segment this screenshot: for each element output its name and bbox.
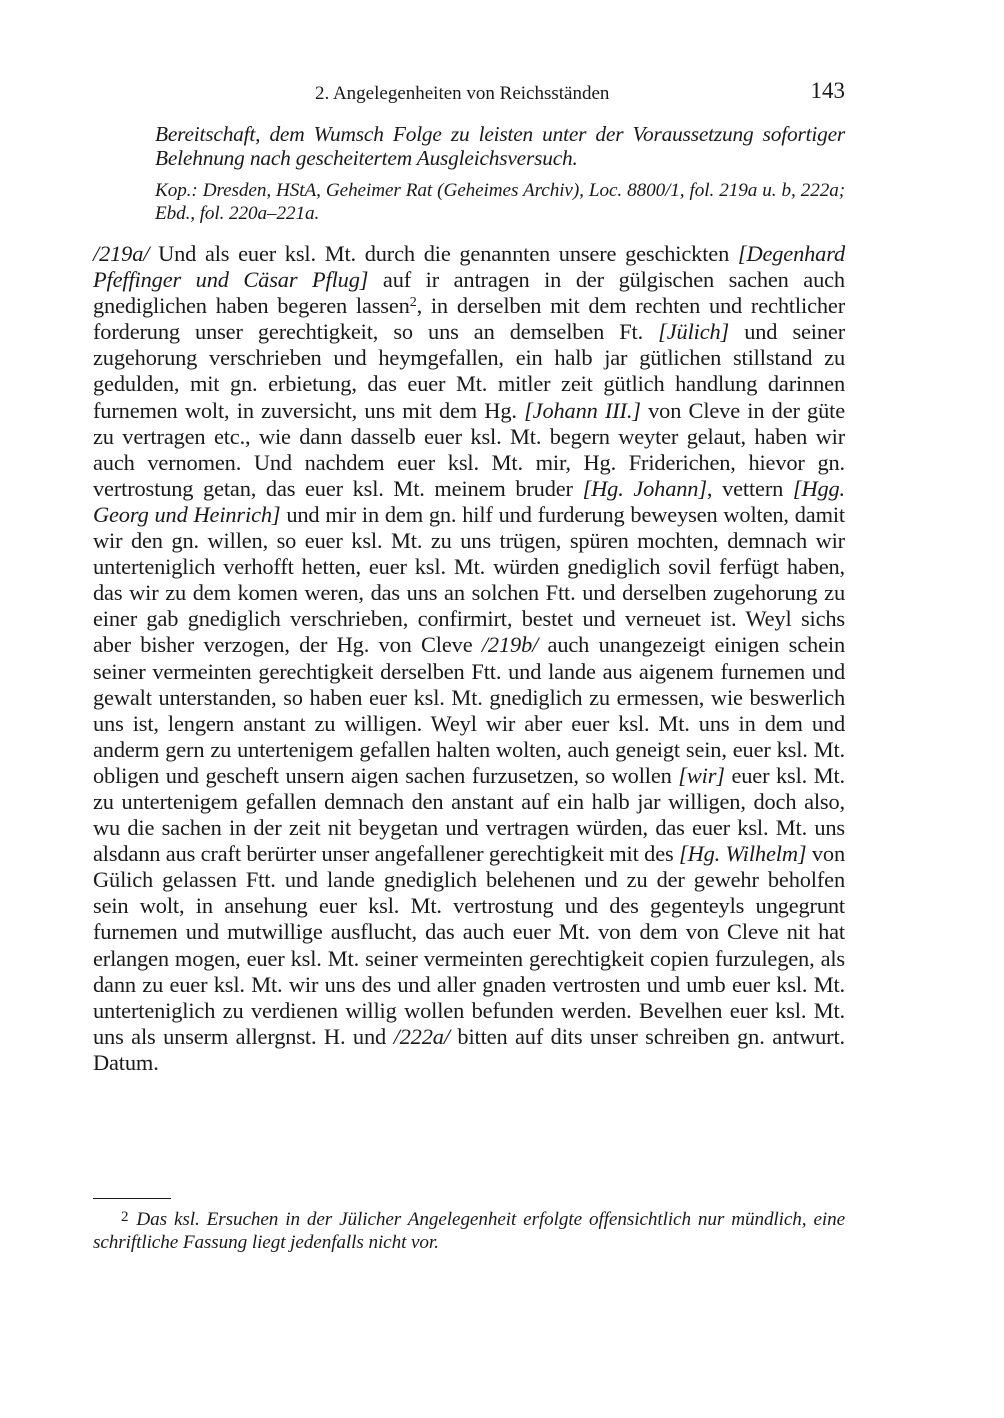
editorial-insertion: [Jülich] [658,319,730,345]
body-segment: auch unangezeigt einigen schein seiner vermeinten gerechtigkeit derselben Ftt. und lande aus aigenem furnemen und gewalt unterstanden, so haben euer ksl. Mt. gnediglich zu ermessen, wie beswerlich uns ist, lengern anstant zu willigen. Weyl wir aber euer ksl. Mt. uns in dem und anderm gern zu untertenigem gefallen halten wolten, auch geneigt sein, euer ksl. Mt. obligen und gescheft unsern aigen sachen furzusetzen, so wollen [93,632,845,788]
body-segment: von Cleve in der güte zu vertragen etc., wie dann dasselb euer ksl. Mt. begern weyter gelaut, haben wir auch vernomen. Und nachdem euer ksl. Mt. mir, Hg. Friderichen, hievor gn. vertrostung getan, das euer ksl. Mt. meinem bruder [93,397,845,501]
body-segment: Und als euer ksl. Mt. durch die genannten unsere geschickten [149,241,738,266]
running-head [93,78,845,108]
footnote-number: 2 [121,1209,129,1225]
footnote-reference: 2 [409,295,417,311]
body-segment: bitten auf dits unser schreiben gn. antwurt. Datum. [93,1023,845,1075]
page-number: 143 [810,78,845,103]
document-page [93,78,845,1076]
folio-marker: /219a/ [93,241,150,266]
document-summary: Bereitschaft, dem Wumsch Folge zu leisten unter der Voraussetzung sofortiger Belehnung nach gescheitertem Ausgleichsversuch. [155,122,845,170]
editorial-insertion: [Degenhard Pfeffinger und Cäsar Pflug] [93,241,845,293]
folio-marker: /219b/ [481,632,539,658]
body-text [93,241,845,1076]
body-segment: und seiner zugehorung verschrieben und heymgefallen, ein halb jar gütlichen stillstand zu gedulden, mit gn. erbietung, das euer Mt. mitler zeit gütlich handlung darinnen furnemen wolt, in zuversicht, uns mit dem Hg. [93,319,846,423]
body-segment: auf ir antragen in der gülgischen sachen auch gnediglichen haben begeren lassen [93,267,845,319]
footnote-text: Das ksl. Ersuchen in der Jülicher Angelegenheit erfolgte offensichtlich nur mündlich, eine schriftliche Fassung liegt jedenfalls nicht vor. [93,1209,845,1253]
editorial-insertion: [Hgg. Georg und Heinrich] [93,475,845,527]
body-segment: euer ksl. Mt. zu untertenigem gefallen demnach den anstant auf ein halb jar willigen, doch also, wu die sachen in der zeit nit beygetan und vertragen würden, das euer ksl. Mt. uns alsdann aus craft berürter unser angefallener gerechtigkeit mit des [93,762,845,867]
body-segment: , in derselben mit dem rechten und rechtlicher forderung unser gerechtigkeit, so uns an demselben Ft. [93,293,846,345]
body-segment: von Gülich gelassen Ftt. und lande gnediglich belehenen und zu der gewehr beholfen sein wolt, in ansehung euer ksl. Mt. vertrostung und des gegenteyls ungegrunt furnemen und mutwillige ausflucht, das auch euer Mt. von dem von Cleve nit hat erlangen mogen, euer ksl. Mt. seiner vermeinten gerechtigkeit copien furzulegen, als dann zu euer ksl. Mt. wir uns des und aller gnaden vertrosten und umb euer ksl. Mt. unterteniglich zu verdienen willig wollen befunden werden. Bevelhen euer ksl. Mt. uns als unserm allergnst. H. und [93,841,846,1049]
editorial-insertion: [Hg. Johann] [582,475,707,501]
editorial-insertion: [Hg. Wilhelm] [679,841,807,867]
footnote-rule [93,1198,171,1199]
editorial-insertion: [wir] [678,762,725,788]
source-citation: Kop.: Dresden, HStA, Geheimer Rat (Geheimes Archiv), Loc. 8800/1, fol. 219a u. b, 222a; Ebd., fol. 220a–221a. [155,180,845,224]
body-segment: , vettern [706,475,793,501]
footnote [93,1206,845,1254]
body-segment: und mir in dem gn. hilf und furderung beweysen wolten, damit wir den gn. willen, so euer ksl. Mt. zu uns trügen, spüren mochten, demnach wir unterteniglich verhofft hetten, euer ksl. Mt. würden gnediglich sovil ferfügt haben, das wir zu dem komen weren, das uns an solchen Ftt. und derselben zugehorung zu einer gab gnediglich verschrieben, confirmirt, bestet und verneuet ist. Weyl sichs aber bisher verzogen, der Hg. von Cleve [93,501,845,658]
editorial-insertion: [Johann III.] [524,397,641,423]
running-title: 2. Angelegenheiten von Reichsständen [315,83,610,104]
folio-marker: /222a/ [393,1023,450,1049]
